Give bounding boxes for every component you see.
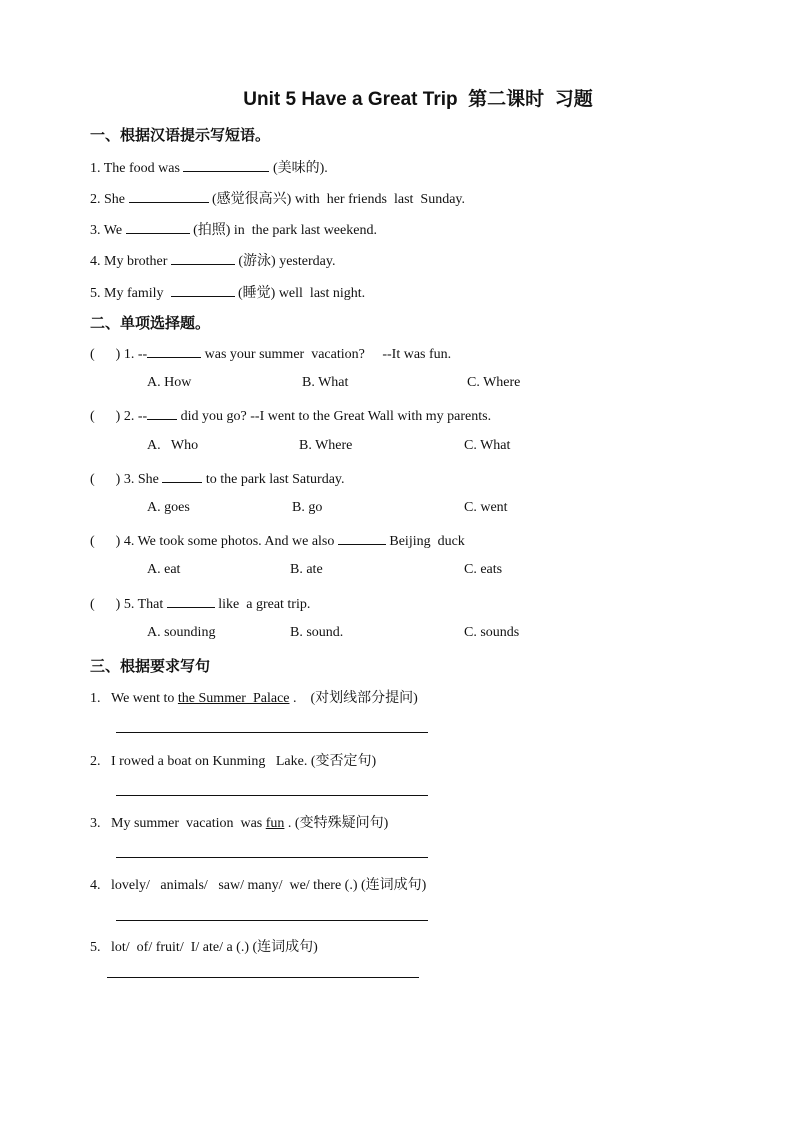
s1-item-2-text: 2. She <box>90 192 129 207</box>
s2-q1-option-b[interactable]: B. What <box>302 375 349 390</box>
s2-q1-option-c[interactable]: C. Where <box>467 375 521 390</box>
s3-item-3-number: 3. <box>90 816 101 831</box>
s2-q1-option-a[interactable]: A. How <box>147 375 192 390</box>
s1-item-4-blank[interactable] <box>171 251 235 265</box>
s2-question-5 <box>90 594 310 613</box>
s3-item-5-answer-line[interactable] <box>107 977 419 978</box>
s2-q3-blank <box>162 469 202 483</box>
s2-q5-option-b[interactable]: B. sound. <box>290 625 344 640</box>
s3-item-1 <box>90 687 418 707</box>
s3-item-1-instruction: . (对划线部分提问) <box>289 691 418 706</box>
s2-q3-stem: 3. She <box>120 472 163 487</box>
s3-item-2-answer-line[interactable] <box>116 795 428 796</box>
s1-item-4 <box>90 250 335 270</box>
s3-item-1-number: 1. <box>90 691 101 706</box>
s3-item-1-text: We went to <box>111 691 178 706</box>
s2-q1-blank <box>147 344 201 358</box>
answer-paren[interactable]: ( ) <box>90 472 121 487</box>
s2-q1-stem: 1. -- <box>120 347 148 362</box>
section-3-heading: 三、根据要求写句 <box>90 657 211 675</box>
s3-item-4-text: lovely/ animals/ saw/ many/ we/ there (.) (连词成句) <box>111 878 427 893</box>
s1-item-1-blank[interactable] <box>183 158 269 172</box>
s2-q5-blank <box>167 594 215 608</box>
s2-q4-option-c[interactable]: C. eats <box>464 562 503 577</box>
section-1-heading: 一、根据汉语提示写短语。 <box>90 126 271 144</box>
s2-q3-stem-end: to the park last Saturday. <box>202 472 345 487</box>
s1-item-5 <box>90 282 365 302</box>
s2-question-4 <box>90 531 465 550</box>
s2-q4-option-a[interactable]: A. eat <box>147 562 181 577</box>
s2-question-3 <box>90 469 345 488</box>
s2-q2-option-a[interactable]: A. Who <box>147 438 199 453</box>
s1-item-2-hint: (感觉很高兴) with her friends last Sunday. <box>208 192 465 207</box>
section-2-heading: 二、单项选择题。 <box>90 314 211 332</box>
answer-paren[interactable]: ( ) <box>90 597 121 612</box>
s2-q3-option-c[interactable]: C. went <box>464 500 508 515</box>
s3-item-3 <box>90 812 388 832</box>
s2-q2-option-c[interactable]: C. What <box>464 438 511 453</box>
s1-item-3 <box>90 219 377 239</box>
s2-question-2 <box>90 406 491 425</box>
s1-item-1 <box>90 157 328 177</box>
s1-item-5-blank[interactable] <box>171 283 235 297</box>
page-title: Unit 5 Have a Great Trip 第二课时 习题 <box>243 89 593 110</box>
s3-item-2-number: 2. <box>90 754 101 769</box>
s2-q5-stem: 5. That <box>120 597 167 612</box>
answer-paren[interactable]: ( ) <box>90 347 121 362</box>
s2-q4-blank <box>338 531 386 545</box>
s3-item-5-number: 5. <box>90 940 101 955</box>
s2-q5-option-a[interactable]: A. sounding <box>147 625 216 640</box>
s2-q3-option-b[interactable]: B. go <box>292 500 323 515</box>
s2-q3-option-a[interactable]: A. goes <box>147 500 190 515</box>
s3-item-1-underlined: the Summer Palace <box>177 691 290 706</box>
s3-item-4-number: 4. <box>90 878 101 893</box>
s2-q2-option-b[interactable]: B. Where <box>299 438 353 453</box>
s1-item-1-text: 1. The food was <box>90 161 184 176</box>
s1-item-4-text: 4. My brother <box>90 254 171 269</box>
s3-item-4 <box>90 874 426 894</box>
s3-item-4-answer-line[interactable] <box>116 920 428 921</box>
s2-q4-option-b[interactable]: B. ate <box>290 562 323 577</box>
s1-item-3-hint: (拍照) in the park last weekend. <box>189 223 377 238</box>
s2-q5-stem-end: like a great trip. <box>214 597 311 612</box>
s1-item-5-text: 5. My family <box>90 286 171 301</box>
s2-q2-blank <box>147 406 177 420</box>
s3-item-3-instruction: . (变特殊疑问句) <box>284 816 389 831</box>
s3-item-5-text: lot/ of/ fruit/ I/ ate/ a (.) (连词成句) <box>111 940 318 955</box>
s3-item-3-answer-line[interactable] <box>116 857 428 858</box>
answer-paren[interactable]: ( ) <box>90 409 121 424</box>
s1-item-1-hint: (美味的). <box>269 161 328 176</box>
s3-item-1-answer-line[interactable] <box>116 732 428 733</box>
s1-item-2-blank[interactable] <box>129 189 209 203</box>
s2-q4-stem-end: Beijing duck <box>385 534 465 549</box>
s3-item-2-text: I rowed a boat on Kunming Lake. (变否定句) <box>111 754 377 769</box>
s1-item-4-hint: (游泳) yesterday. <box>234 254 336 269</box>
s1-item-5-hint: (睡觉) well last night. <box>234 286 366 301</box>
s2-q2-stem: 2. -- <box>120 409 148 424</box>
s3-item-5 <box>90 936 318 956</box>
s3-item-3-underlined: fun <box>265 816 285 831</box>
s3-item-3-text: My summer vacation was <box>111 816 266 831</box>
s2-q4-stem: 4. We took some photos. And we also <box>120 534 338 549</box>
s3-item-2 <box>90 750 376 770</box>
s2-q2-stem-end: did you go? --I went to the Great Wall with my parents. <box>177 409 492 424</box>
s2-q1-stem-end: was your summer vacation? --It was fun. <box>201 347 452 362</box>
answer-paren[interactable]: ( ) <box>90 534 121 549</box>
s1-item-3-blank[interactable] <box>126 220 190 234</box>
s2-question-1 <box>90 344 451 363</box>
s2-q5-option-c[interactable]: C. sounds <box>464 625 520 640</box>
s1-item-2 <box>90 188 465 208</box>
s1-item-3-text: 3. We <box>90 223 126 238</box>
